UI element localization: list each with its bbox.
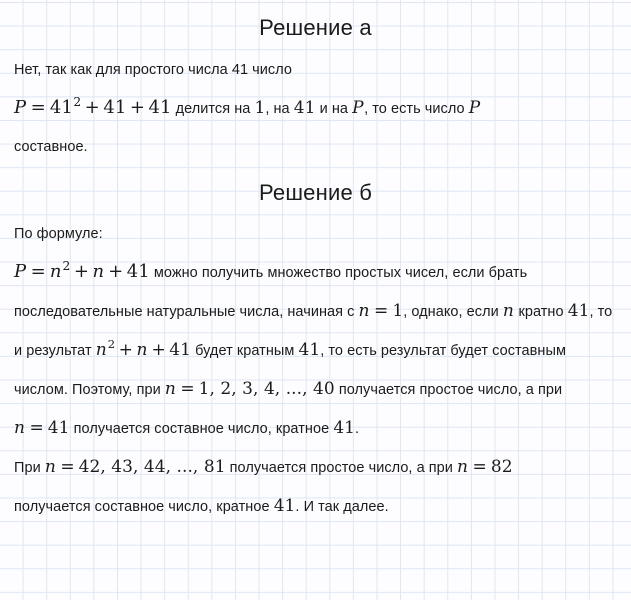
formula-p-41 [14, 97, 171, 118]
formula-b2-plus-1: + [118, 340, 133, 360]
solution-a-text-after-formula-4: , то есть число [364, 101, 465, 117]
solution-b-segment-8: получается составное число, кратное [73, 421, 330, 437]
solution-a-line-3: составное. [14, 139, 88, 155]
solution-b-paragraph-2-start: При [14, 460, 41, 476]
equation-n-equals-82 [457, 457, 513, 477]
solution-b-segment-2: , однако, если [403, 304, 499, 320]
solution-b-intro-text: По формуле: [14, 226, 103, 242]
formula-a-term-3: 41 [148, 97, 172, 118]
equation-n-equals-82-value: 82 [490, 457, 513, 477]
number-41-e [274, 496, 296, 516]
number-41-d-value: 41 [333, 418, 356, 438]
equation-n-equals-41-eq: = [29, 418, 44, 438]
number-41-a-value: 41 [293, 98, 316, 118]
formula-a-equals: = [30, 97, 46, 118]
solution-b-segment-3: кратно [518, 304, 564, 320]
solution-b-paragraph-1 [14, 253, 617, 526]
formula-a-term-2: 41 [103, 97, 127, 118]
equation-n-equals-82-eq: = [472, 457, 487, 477]
sequence-n-42-to-81-values: 42, 43, 44, ..., 81 [78, 457, 226, 477]
formula-b2-term-3: 41 [169, 340, 191, 360]
number-41-d [333, 418, 355, 438]
formula-b2-term-2: n [136, 340, 148, 360]
solution-b-segment-7: получается простое число, а при [338, 382, 563, 398]
formula-b2-plus-2: + [151, 340, 166, 360]
sequence-n-1-to-40 [165, 379, 335, 399]
number-41-c-value: 41 [298, 340, 321, 360]
solution-b-segment-12: . И так далее. [295, 499, 389, 515]
variable-p-inline-1-value: P [352, 98, 364, 118]
formula-b-term-2: n [92, 261, 105, 282]
sequence-n-1-to-40-values: 1, 2, 3, 4, ..., 40 [198, 379, 335, 399]
solution-b-segment-5: будет кратным [195, 343, 295, 359]
solution-b-title: Решение б [258, 180, 372, 205]
sequence-n-42-to-81 [45, 457, 226, 477]
number-41-e-value: 41 [273, 496, 296, 516]
number-41-a [294, 98, 316, 118]
equation-n-equals-1-var: n [358, 301, 370, 321]
variable-n-inline-2 [503, 301, 515, 321]
equation-n-equals-1-value: 1 [392, 301, 404, 321]
formula-b-term-3: 41 [126, 261, 150, 282]
number-one-value: 1 [254, 98, 266, 118]
solution-a-text-after-formula-2: , на [265, 101, 290, 117]
formula-a-plus-2: + [129, 97, 145, 118]
solution-a-title: Решение а [259, 15, 372, 40]
formula-n-squared-plus-n-plus-41 [95, 337, 191, 360]
solution-b-segment-1: можно получить множество простых чисел, если брать последовательные натуральные числа, начиная с [14, 265, 528, 320]
variable-n-inline-2-value: n [502, 301, 514, 321]
equation-n-equals-41-value: 41 [47, 418, 70, 438]
equation-n-equals-1-eq: = [374, 301, 389, 321]
number-one [254, 98, 265, 118]
solution-b-segment-9: . [355, 421, 360, 437]
solution-a-paragraph-2 [14, 89, 617, 166]
equation-n-equals-1 [359, 301, 404, 321]
formula-b2-base: n [95, 340, 107, 360]
equation-n-equals-41-var: n [14, 418, 25, 438]
equation-n-equals-82-var: n [457, 457, 469, 477]
formula-a-plus-1: + [84, 97, 100, 118]
formula-b-plus-1: + [73, 261, 89, 282]
formula-b-base: n [49, 261, 62, 282]
number-41-c [298, 340, 320, 360]
number-41-b-value: 41 [567, 301, 590, 321]
sequence-n-1-to-40-eq: = [180, 379, 195, 399]
formula-b-exponent: 2 [62, 259, 71, 273]
formula-b-var-p: P [14, 261, 27, 282]
variable-p-inline-1 [352, 98, 364, 118]
formula-a-var-p: P [14, 97, 27, 118]
formula-p-n [14, 261, 150, 282]
formula-a-base: 41 [49, 97, 73, 118]
number-41-b [568, 301, 590, 321]
solution-a-paragraph-1 [14, 39, 617, 89]
solution-b-segment-11: получается составное число, кратное [14, 499, 270, 515]
solution-a-text-after-formula-3: и на [319, 101, 349, 117]
solution-b-segment-6: , то есть результат будет составным числом. Поэтому, при [14, 343, 566, 398]
solution-a-line-1: Нет, так как для простого числа 41 число [14, 62, 293, 78]
formula-b-plus-2: + [108, 261, 124, 282]
formula-b-equals: = [30, 261, 46, 282]
sequence-n-42-to-81-eq: = [60, 457, 75, 477]
formula-b2-exponent: 2 [107, 337, 116, 352]
solution-b-segment-4: , то и результат [14, 304, 613, 359]
solution-b-intro [14, 204, 617, 253]
sequence-n-42-to-81-var: n [44, 457, 56, 477]
variable-p-inline-2-value: P [468, 98, 481, 118]
variable-p-inline-2 [469, 98, 481, 118]
equation-n-equals-41 [14, 418, 70, 438]
formula-a-exponent: 2 [73, 95, 82, 109]
solution-b-segment-10: получается простое число, а при [229, 460, 453, 476]
solution-a-text-after-formula-1: делится на [175, 101, 251, 117]
sequence-n-1-to-40-var: n [164, 379, 176, 399]
